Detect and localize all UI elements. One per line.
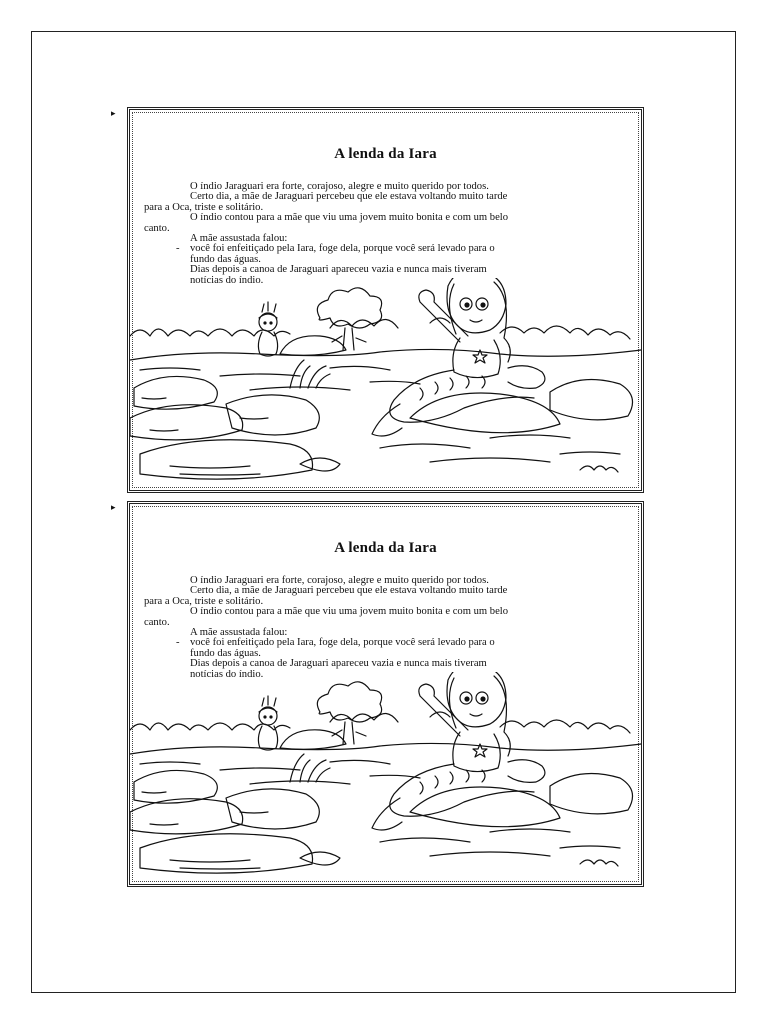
dialogue-text: você foi enfeitiçado pela Iara, foge dela, porque você será levado para o xyxy=(190,637,495,649)
coloring-illustration xyxy=(130,274,641,490)
story-title: A lenda da Iara xyxy=(334,540,437,556)
mermaid-iara xyxy=(372,278,545,436)
riverbank xyxy=(130,349,641,360)
rock xyxy=(410,393,560,433)
dash-mark: - xyxy=(176,243,180,255)
dash-mark: - xyxy=(176,637,180,649)
paragraph: notícias do índio. xyxy=(190,274,264,286)
paragraph: A mãe assustada falou: xyxy=(190,627,288,639)
rock xyxy=(280,336,346,356)
iara-river-scene xyxy=(130,274,641,490)
paragraph: canto. xyxy=(144,616,170,628)
paragraph: Dias depois a canoa de Jaraguari apareceu vazia e nunca mais tiveram xyxy=(190,658,487,670)
story-card xyxy=(127,501,644,887)
tree-icon xyxy=(317,288,381,350)
rock xyxy=(280,730,346,750)
grass-tuft xyxy=(290,754,330,782)
paragraph: fundo das águas. xyxy=(190,647,261,659)
paragraph: fundo das águas. xyxy=(190,253,261,265)
paragraph: notícias do índio. xyxy=(190,668,264,680)
story-card xyxy=(127,107,644,493)
water-line xyxy=(140,366,420,390)
indian-boy xyxy=(258,696,277,750)
paragraph: A mãe assustada falou: xyxy=(190,233,288,245)
coloring-illustration xyxy=(130,668,641,884)
paragraph: O índio Jaraguari era forte, corajoso, alegre e muito querido por todos. xyxy=(190,575,489,586)
paragraph: Dias depois a canoa de Jaraguari apareceu vazia e nunca mais tiveram xyxy=(190,264,487,276)
paragraph: canto. xyxy=(144,222,170,234)
paragraph: O índio Jaraguari era forte, corajoso, alegre e muito querido por todos. xyxy=(190,181,489,192)
foreground-rocks xyxy=(130,376,340,479)
foreground-rocks xyxy=(130,770,340,873)
artist-signature xyxy=(580,466,618,472)
paragraph: Certo dia, a mãe de Jaraguari percebeu que ele estava voltando muito tarde xyxy=(190,191,508,203)
grass-tuft xyxy=(290,360,330,388)
story-text xyxy=(144,182,617,286)
riverbank xyxy=(130,743,641,754)
paragraph: para a Oca, triste e solitário. xyxy=(144,595,264,607)
water-line xyxy=(140,760,420,784)
bullet-mark: ▸ xyxy=(111,108,116,118)
dialogue-text: você foi enfeitiçado pela Iara, foge dela, porque você será levado para o xyxy=(190,243,495,255)
story-text xyxy=(144,576,617,680)
mermaid-iara xyxy=(372,672,545,830)
story-title: A lenda da Iara xyxy=(334,146,437,162)
paragraph: para a Oca, triste e solitário. xyxy=(144,201,264,213)
paragraph: Certo dia, a mãe de Jaraguari percebeu que ele estava voltando muito tarde xyxy=(190,585,508,597)
rock xyxy=(550,380,633,420)
bush-line xyxy=(130,712,630,733)
artist-signature xyxy=(580,860,618,866)
rock xyxy=(550,774,633,814)
bullet-mark: ▸ xyxy=(111,502,116,512)
rock xyxy=(410,787,560,827)
water-line xyxy=(380,829,620,856)
tree-icon xyxy=(317,682,381,744)
paragraph: O índio contou para a mãe que viu uma jovem muito bonita e com um belo xyxy=(190,212,509,224)
iara-river-scene xyxy=(130,668,641,884)
bush-line xyxy=(130,318,630,339)
paragraph: O índio contou para a mãe que viu uma jovem muito bonita e com um belo xyxy=(190,606,509,618)
indian-boy xyxy=(258,302,277,356)
water-line xyxy=(380,435,620,462)
